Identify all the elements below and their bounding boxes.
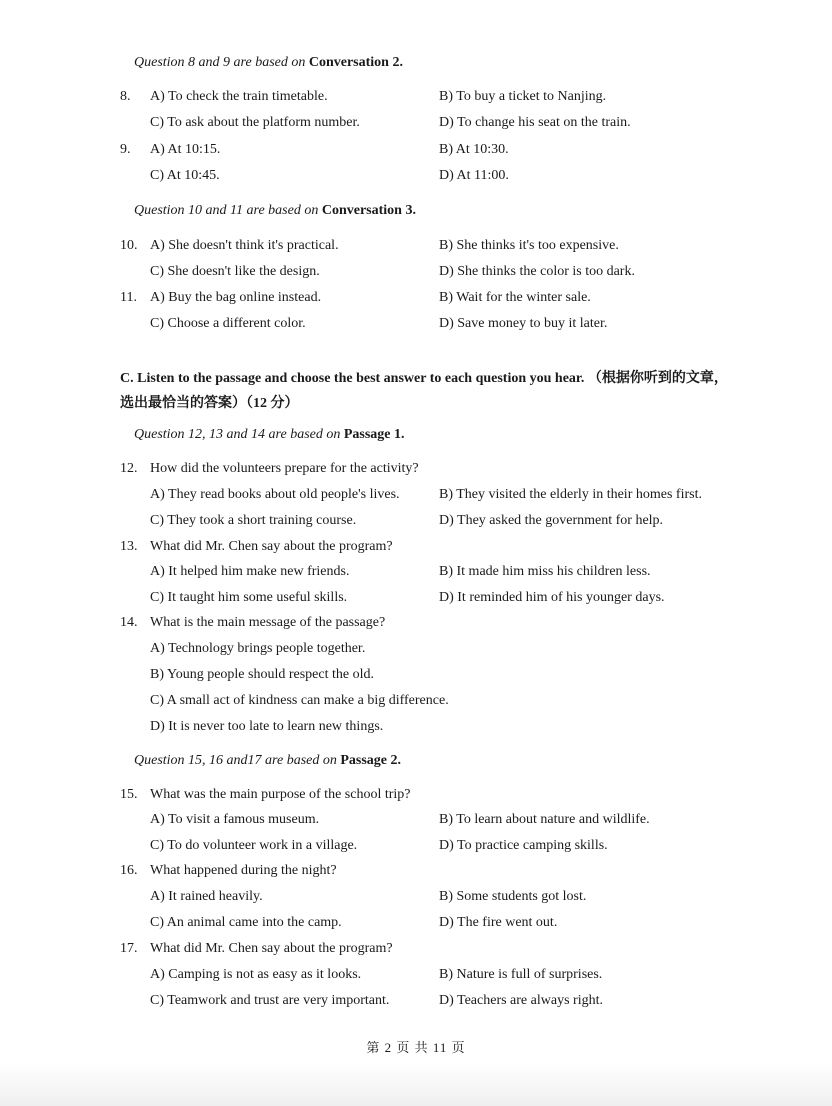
group-header-conversation-2 [134,55,403,71]
option-b: B) To learn about nature and wildlife. [439,812,650,827]
option-a: A) Buy the bag online instead. [150,290,322,305]
option-b: B) Young people should respect the old. [150,667,374,682]
question-number: 17. [120,941,138,956]
option-d: D) She thinks the color is too dark. [439,264,635,279]
option-b: B) She thinks it's too expensive. [439,238,619,253]
option-a: A) At 10:15. [150,142,221,157]
option-d: D) Teachers are always right. [439,993,603,1008]
group-header-conversation-3 [134,203,416,219]
question-number: 9. [120,142,131,157]
option-c: C) An animal came into the camp. [150,915,342,930]
option-a: A) It rained heavily. [150,889,263,904]
section-c-title-line-2: 选出最恰当的答案）（12 分） [120,396,299,411]
option-c: C) A small act of kindness can make a big difference. [150,693,449,708]
question-number: 15. [120,787,138,802]
option-b: B) It made him miss his children less. [439,564,651,579]
option-d: D) They asked the government for help. [439,513,664,528]
question-stem: What was the main purpose of the school trip? [150,787,411,802]
option-c: C) They took a short training course. [150,513,357,528]
option-c: C) To do volunteer work in a village. [150,838,358,853]
option-d: D) At 11:00. [439,168,509,183]
option-d: D) The fire went out. [439,915,558,930]
option-a: A) To visit a famous museum. [150,812,320,827]
option-c: C) Teamwork and trust are very important. [150,993,390,1008]
option-d: D) Save money to buy it later. [439,316,608,331]
question-stem: What did Mr. Chen say about the program? [150,539,393,554]
question-stem: How did the volunteers prepare for the activity? [150,461,419,476]
group-reference: Passage 2. [340,753,402,768]
group-intro: Question 15, 16 and17 are based on [134,753,337,768]
question-stem: What is the main message of the passage? [150,615,386,630]
option-b: B) They visited the elderly in their homes first. [439,487,702,502]
option-b: B) Some students got lost. [439,889,587,904]
option-d: D) To change his seat on the train. [439,115,631,130]
question-stem: What did Mr. Chen say about the program? [150,941,393,956]
question-stem: What happened during the night? [150,863,337,878]
option-b: B) To buy a ticket to Nanjing. [439,89,607,104]
option-c: C) It taught him some useful skills. [150,590,348,605]
page-bottom-shadow [0,1062,832,1106]
question-number: 10. [120,238,138,253]
option-b: B) Wait for the winter sale. [439,290,591,305]
option-d: D) To practice camping skills. [439,838,608,853]
group-intro: Question 8 and 9 are based on [134,55,306,70]
option-a: A) She doesn't think it's practical. [150,238,339,253]
group-intro: Question 12, 13 and 14 are based on [134,427,341,442]
group-reference: Conversation 3. [321,203,416,218]
option-d: D) It is never too late to learn new things. [150,719,384,734]
group-reference: Passage 1. [343,427,405,442]
option-c: C) Choose a different color. [150,316,306,331]
option-a: A) Technology brings people together. [150,641,366,656]
question-number: 8. [120,89,131,104]
section-c-title-line-1: C. Listen to the passage and choose the best answer to each question you hear. （根据你听到的文章， [120,371,728,386]
question-number: 13. [120,539,138,554]
group-intro: Question 10 and 11 are based on [134,203,319,218]
question-number: 11. [120,290,137,305]
group-header-passage-2 [134,753,401,769]
group-reference: Conversation 2. [308,55,403,70]
option-d: D) It reminded him of his younger days. [439,590,665,605]
option-a: A) It helped him make new friends. [150,564,350,579]
question-number: 12. [120,461,138,476]
option-b: B) Nature is full of surprises. [439,967,603,982]
option-c: C) To ask about the platform number. [150,115,360,130]
page-number: 第 2 页 共 11 页 [366,1040,466,1055]
option-a: A) Camping is not as easy as it looks. [150,967,362,982]
option-b: B) At 10:30. [439,142,509,157]
option-c: C) At 10:45. [150,168,220,183]
group-header-passage-1 [134,427,405,443]
question-number: 14. [120,615,138,630]
option-a: A) To check the train timetable. [150,89,328,104]
option-c: C) She doesn't like the design. [150,264,320,279]
option-a: A) They read books about old people's lives. [150,487,400,502]
question-number: 16. [120,863,138,878]
